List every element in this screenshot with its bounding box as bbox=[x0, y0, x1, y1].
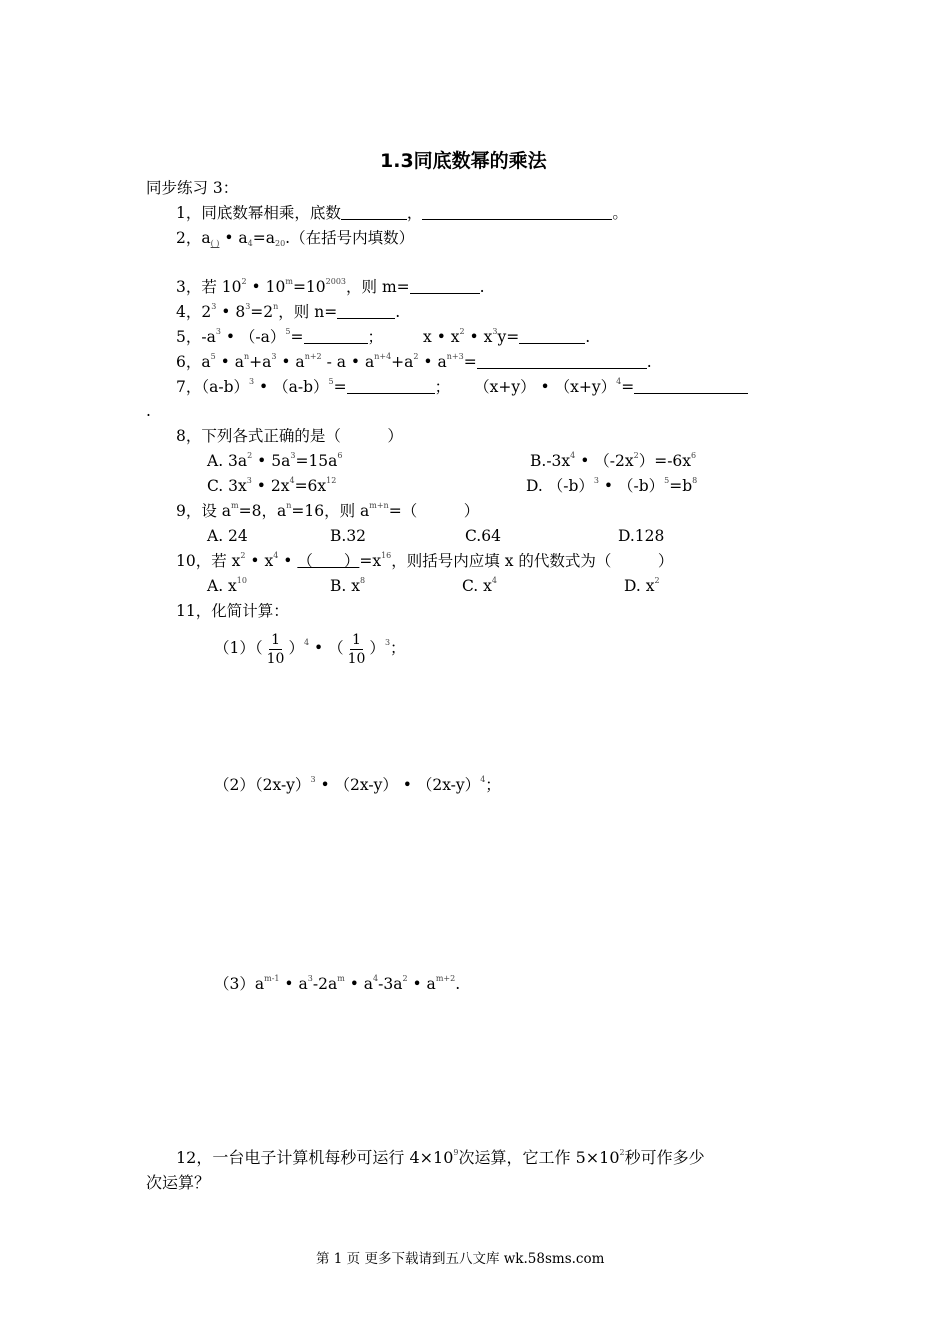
question-4: 4，$2^3$ • $8^3=2^n$，则 n= . bbox=[176, 302, 401, 321]
q8-option-c: C. $3x^3$ • $2x^4=6x^{12}$ bbox=[207, 476, 337, 495]
question-8: 8，下列各式正确的是（ ） bbox=[176, 427, 403, 445]
question-11: 11，化简计算： bbox=[176, 602, 289, 620]
answer-blank[interactable] bbox=[477, 353, 647, 369]
q10-option-b: B. $x^8$ bbox=[330, 576, 366, 595]
q10-option-a: A. $x^{10}$ bbox=[207, 576, 247, 595]
answer-blank[interactable] bbox=[337, 303, 395, 319]
q11-part-3: $(3)a^{m-1}$ • $a^3-2a^m$ • $a^4-3a^2$ • $a^{m+2}$. bbox=[214, 974, 461, 993]
question-12-line2: 次运算？ bbox=[146, 1173, 211, 1192]
q9-option-b: B.32 bbox=[330, 527, 367, 545]
page-footer: 第 1 页 更多下载请到五八文库 wk.58sms.com bbox=[316, 1251, 605, 1267]
question-6: 6，$a^5$ • $a^n+a^3$ • $a^{n+2}$ - a • $a^{n+4}+a^2$ • $a^{n+3}=$ . bbox=[176, 352, 652, 371]
q11-part-1: （1）（ $\frac{1}{10}$ ）$^4$ • （ $\frac{1}{10}$ ）$^3$； bbox=[214, 631, 406, 667]
answer-blank[interactable] bbox=[410, 278, 480, 294]
answer-blank[interactable] bbox=[422, 204, 612, 220]
section-heading: 同步练习 3： bbox=[146, 179, 239, 197]
question-7: 7，$(a-b)^3$ • $(a-b)^5=$ ； （x+y） • $(x+y)^4=$ bbox=[176, 377, 748, 397]
answer-blank[interactable] bbox=[347, 378, 435, 394]
answer-blank[interactable] bbox=[519, 328, 585, 344]
fraction: $\frac{1}{10}$ bbox=[266, 631, 285, 667]
q11-part-2: $(2)(2x-y)^3$ • （2x-y） • $(2x-y)^4$； bbox=[214, 775, 501, 794]
q8-option-d: D. $(-b)^3$ • $(-b)^5=b^8$ bbox=[526, 476, 698, 495]
fraction: $\frac{1}{10}$ bbox=[347, 631, 366, 667]
question-12: 12，一台电子计算机每秒可运行 $4\times 10^9$次运算，它工作 $5\times 10^2$秒可作多少 bbox=[176, 1148, 705, 1167]
question-2: 2，$a_{( )}$ • $a_4=a_{20}$.（在括号内填数） bbox=[176, 229, 415, 248]
q10-option-c: C. $x^4$ bbox=[462, 576, 497, 595]
question-9: 9，设 $a^m=8$，$a^n=16$，则 $a^{m+n}=$（ ） bbox=[176, 501, 480, 520]
question-3: 3，若 $10^2$ • $10^m=10^{2003}$，则 m= . bbox=[176, 277, 485, 296]
q8-option-a: A. $3a^2$ • $5a^3=15a^6$ bbox=[207, 451, 343, 470]
q8-option-b: $B.-3x^4$ • $(-2x^2)=-6x^6$ bbox=[530, 451, 697, 470]
answer-blank[interactable] bbox=[341, 204, 407, 220]
q10-option-d: D. $x^2$ bbox=[624, 576, 660, 595]
page-title: 1.3同底数幂的乘法 bbox=[380, 150, 547, 172]
answer-paren[interactable]: （ ） bbox=[297, 552, 360, 570]
question-1: 1，同底数幂相乘，底数 ， 。 bbox=[176, 204, 628, 222]
q9-option-c: C.64 bbox=[465, 527, 501, 545]
answer-blank[interactable] bbox=[304, 328, 368, 344]
answer-blank[interactable] bbox=[634, 378, 748, 394]
q9-option-d: D.128 bbox=[618, 527, 665, 545]
question-7-dot: . bbox=[146, 402, 151, 420]
question-5: 5，$-a^3$ • $(-a)^5=$ ； x • $x^2$ • $x^3y=$ . bbox=[176, 327, 591, 346]
q9-option-a: A. 24 bbox=[207, 527, 248, 545]
question-10: 10，若 $x^2$ • $x^4$ • （ ）$=x^{16}$，则括号内应填 x 的代数式为（ ） bbox=[176, 551, 674, 570]
